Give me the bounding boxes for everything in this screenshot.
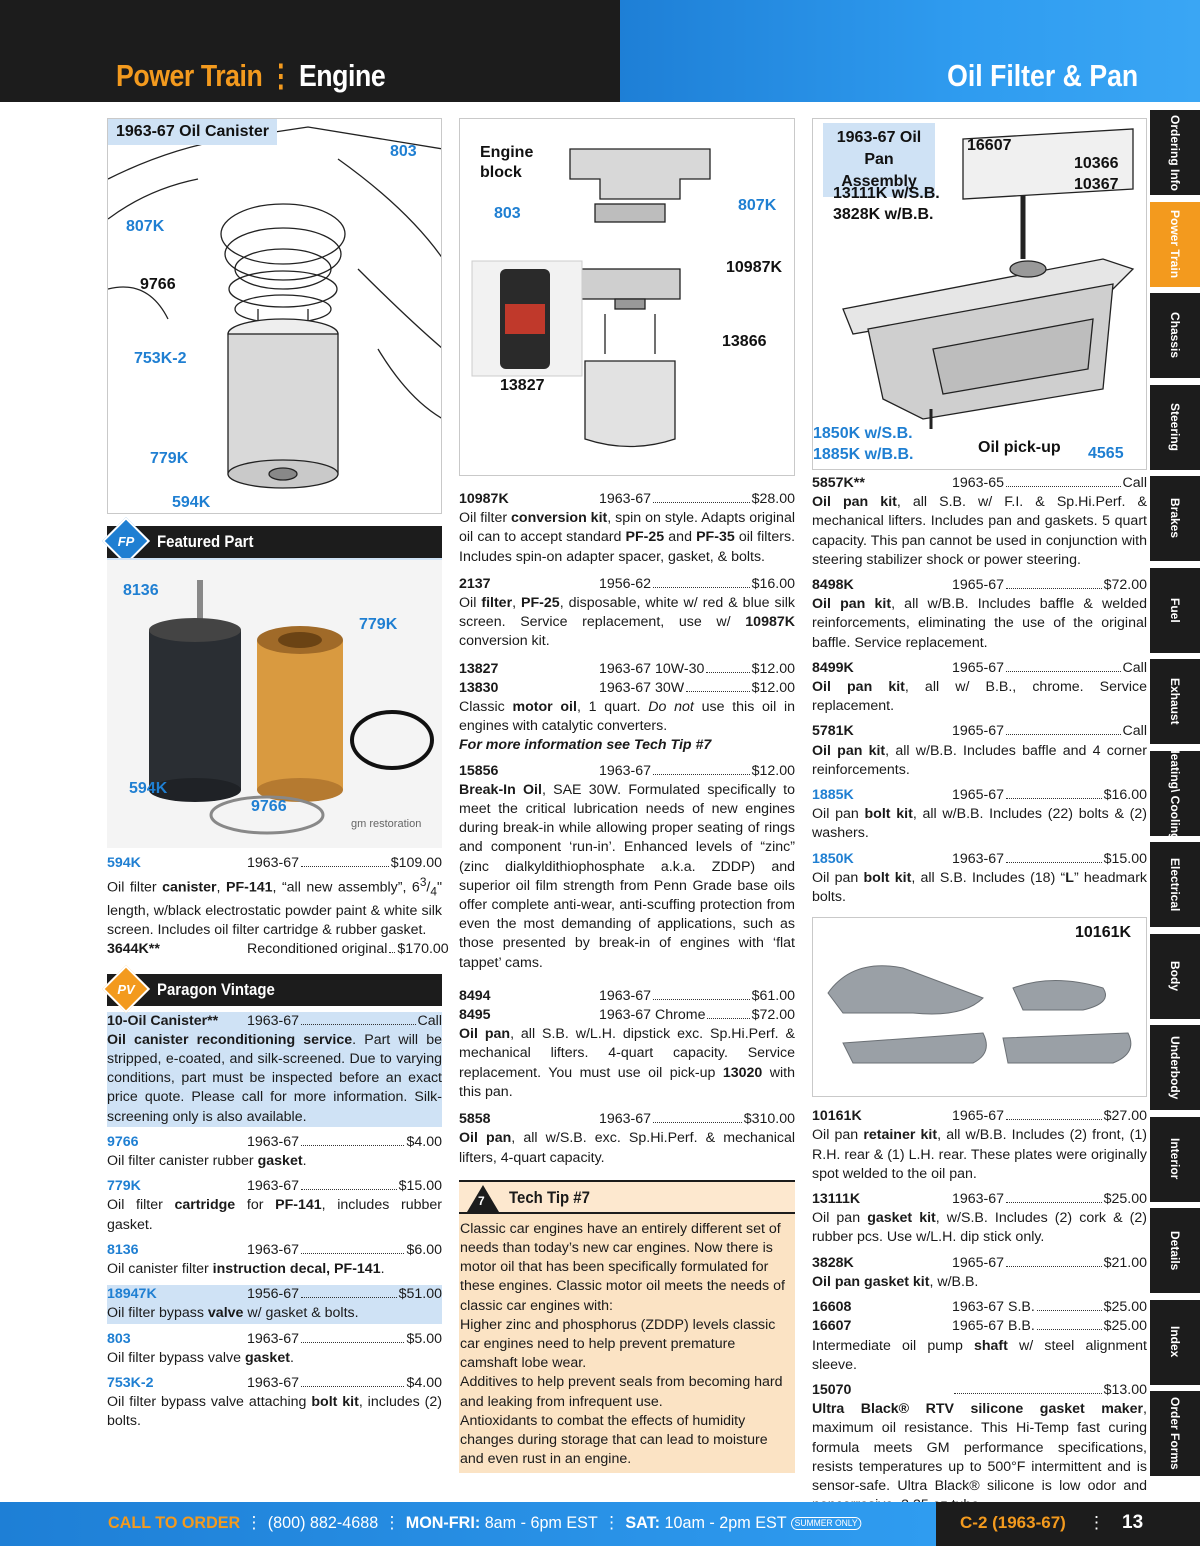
tech-tip-body <box>459 1214 795 1474</box>
callout-4565: 4565 <box>1088 445 1124 462</box>
year-range: 1965-67 <box>952 787 1005 804</box>
callout-engine-block: Engine block <box>480 144 534 181</box>
tech-tip-paragraph: Classic car engines have an entirely different set of needs than today’s new car engines. Now there is motor oil that has been specifically formulated for these engines. Classic motor oil meets the needs of classic car engines with: <box>460 1220 785 1314</box>
catalog-entry <box>107 940 449 959</box>
tech-tip-paragraph: Antioxidants to combat the effects of humidity changes during storage that can lead to moisture and even rust in an engine. <box>460 1412 768 1468</box>
entry-description: Classic motor oil, 1 quart. Do not use this oil in engines with catalytic converters. For more information see Tech Tip #7 <box>459 699 796 754</box>
entry-description: Oil pan bolt kit, all S.B. Includes (18) “L” headmark bolts. <box>812 869 1148 906</box>
price-row <box>459 762 795 781</box>
price-row <box>107 1177 442 1196</box>
price: $25.00 <box>1103 1318 1147 1335</box>
entry-description: Oil pan kit, all w/B.B. Includes baffle and 4 corner reinforcements. <box>812 742 1147 778</box>
entry-description: Oil filter canister rubber gasket. <box>107 1153 307 1169</box>
col3-entries <box>812 474 1147 907</box>
tech-tip-header <box>459 1182 795 1214</box>
price: $72.00 <box>1103 577 1147 594</box>
callout-10367: 10367 <box>1074 176 1119 193</box>
side-tab-underbody[interactable] <box>1150 1025 1200 1113</box>
entry-description: Ultra Black® RTV silicone gasket maker, maximum oil resistance. This Hi-Temp fast curing formula meets GM performance specifications, resists temperatures up to 500°F intermittent and is sensor-safe. Ultra Black® silicone is low odor and <box>812 1401 1147 1494</box>
price-row <box>107 940 449 959</box>
tech-tip <box>459 1180 795 1474</box>
catalog-entry <box>107 1374 442 1432</box>
section-title: Power Train ⋮ Engine <box>116 58 386 93</box>
subsection-name: Engine <box>298 58 386 93</box>
side-tab-label: Ordering Info <box>1168 114 1182 191</box>
catalog-entry <box>107 1133 442 1171</box>
paragon-banner <box>107 974 442 1006</box>
entry-description: Oil filter, PF-25, disposable, white w/ red & blue silk screen. Service replacement, use w/ 10987K conversion kit. <box>459 595 796 650</box>
part-number: 3644K** <box>107 941 160 958</box>
year-range: 1963-65 <box>952 475 1005 491</box>
summer-only-badge: SUMMER ONLY <box>791 1517 862 1530</box>
price: $51.00 <box>398 1286 442 1303</box>
price: Call <box>417 1012 442 1029</box>
callout-3828k: 3828K w/B.B. <box>833 206 934 223</box>
catalog-entry <box>812 1381 1147 1515</box>
entry-description: Oil filter conversion kit, spin on style. Adapts original oil can to accept standard PF-25 and PF-35 oil filters. Includes spin-on adapter spacer, gasket, & bolts. <box>459 510 796 565</box>
part-number: 753K-2 <box>107 1375 154 1392</box>
year-range: 1965-67 <box>952 1254 1005 1271</box>
figure-title: 1963-67 Oil Pan Assembly <box>823 123 935 197</box>
side-tab-label: Interior <box>1168 1138 1182 1180</box>
price: $16.00 <box>1103 787 1147 804</box>
entry-description: Oil pan kit, all S.B. w/ F.I. & Sp.Hi.Perf. & mechanical lifters. Includes pan and gaskets. 5 quart capacity. This pan cannot be used in conjunction with steering stabilizer shock or power steering. <box>812 494 1147 568</box>
callout-1885k: 1885K w/B.B. <box>813 446 914 463</box>
price-row <box>459 1110 795 1129</box>
part-number: 8495 <box>459 1007 491 1024</box>
part-number: 10161K <box>812 1108 862 1125</box>
catalog-entry <box>459 660 795 756</box>
part-number: 13827 <box>459 660 499 677</box>
price-row <box>812 659 1147 678</box>
callout-807k: 807K <box>126 218 165 235</box>
price: $13.00 <box>1103 1381 1147 1398</box>
side-tab-label: Steering <box>1168 402 1182 451</box>
catalog-entry <box>812 786 1147 844</box>
price: $28.00 <box>751 491 795 507</box>
callout-1850k: 1850K w/S.B. <box>813 425 913 442</box>
callout-13111k: 13111K w/S.B. <box>833 185 940 202</box>
callout-8136: 8136 <box>123 582 159 599</box>
price: $25.00 <box>1103 1299 1147 1316</box>
tech-tip-title: Tech Tip #7 <box>509 1187 590 1207</box>
part-number: 18947K <box>107 1286 157 1303</box>
part-number: 1850K <box>812 850 854 867</box>
catalog-entry <box>459 490 795 567</box>
price: $170.00 <box>397 941 449 958</box>
retainer-plates-photo <box>813 918 1147 1097</box>
year-range: 1965-67 <box>952 1108 1005 1125</box>
price-row <box>107 1330 442 1349</box>
side-tab-order-forms[interactable] <box>1150 1391 1200 1479</box>
year-range: 1963-67 <box>247 855 300 871</box>
price: $16.00 <box>751 575 795 592</box>
price-row <box>812 1381 1147 1400</box>
page-number: 13 <box>1122 1512 1144 1533</box>
catalog-entry <box>812 576 1147 653</box>
year-range: Reconditioned original <box>247 941 388 958</box>
engine-block-figure <box>459 118 795 476</box>
tip-number: 7 <box>478 1193 485 1208</box>
price-row <box>812 576 1147 595</box>
price: $25.00 <box>1103 1191 1147 1208</box>
year-range: 1963-67 <box>247 1012 300 1029</box>
side-tab-label: Heating\ Cooling <box>1168 745 1182 841</box>
year-range: 1965-67 <box>952 659 1005 676</box>
callout-803: 803 <box>390 143 417 160</box>
entry-description: Oil pan kit, all w/B.B. Includes baffle & welded reinforcements, eliminating the use of the original baffle. Service replacement. <box>812 596 1147 651</box>
price: $5.00 <box>406 1330 442 1347</box>
year-range: 1963-67 <box>247 1178 300 1195</box>
entry-description: Break-In Oil, SAE 30W. Formulated specifically to meet the critical lubrication needs of new engines during break-in while allowing proper seating of rings and component ‘run-in’. Enhanced levels of “zinc” (zinc dialkyldithiophosphate a.k.a. ZDDP) and superior oil film strength from Penn Grade base oils offer complete anti-wear, anti-scuffing protection from even the most demanding of applications, such as those presented by break-in of engines with ‘flat tappet’ cams. <box>459 781 795 971</box>
catalog-entry <box>107 1285 442 1323</box>
price-row <box>459 660 795 679</box>
price-row <box>459 575 795 594</box>
featured-part-banner <box>107 526 442 558</box>
part-number: 9766 <box>107 1133 139 1150</box>
column-2 <box>459 118 795 1473</box>
col3-entries-b <box>812 1107 1147 1515</box>
part-number: 13111K <box>812 1191 861 1208</box>
price: Call <box>1122 723 1147 740</box>
catalog-entry <box>812 659 1147 717</box>
featured-badge-icon: FP <box>102 517 150 565</box>
catalog-entry <box>107 1177 442 1235</box>
side-tab-exhaust[interactable] <box>1150 659 1200 747</box>
retainer-figure <box>812 917 1147 1097</box>
part-number: 16608 <box>812 1299 852 1316</box>
year-range: 1963-67 <box>247 1133 300 1150</box>
side-tab-label: Chassis <box>1168 312 1182 359</box>
catalog-entry <box>459 987 795 1102</box>
side-tab-label: Details <box>1168 1230 1182 1271</box>
catalog-entry <box>107 854 442 940</box>
catalog-entry <box>812 474 1147 570</box>
part-number: 8499K <box>812 659 854 676</box>
callout-13866: 13866 <box>722 333 767 350</box>
paragon-badge-icon: PV <box>102 965 150 1013</box>
price-row <box>812 1190 1147 1209</box>
part-number: 3828K <box>812 1254 854 1271</box>
featured-photo <box>107 558 442 848</box>
side-tab-heating-cooling[interactable] <box>1150 745 1200 841</box>
part-number: 13830 <box>459 679 499 696</box>
side-tab-label: Underbody <box>1168 1035 1182 1100</box>
side-tab-brakes[interactable] <box>1150 476 1200 564</box>
column-3 <box>812 118 1147 1515</box>
side-tab-label: Exhaust <box>1168 678 1182 725</box>
catalog-entry <box>812 1254 1147 1292</box>
catalog-entry <box>812 722 1147 780</box>
side-tab-electrical[interactable] <box>1150 842 1200 930</box>
year-range: 1965-67 <box>952 577 1005 594</box>
callout-10987k: 10987K <box>726 259 783 276</box>
entry-description: Oil pan gasket kit, w/B.B. <box>812 1273 979 1290</box>
callout-803: 803 <box>494 205 521 222</box>
part-number: 8498K <box>812 577 854 594</box>
column-1 <box>107 118 449 1432</box>
year-range: 1963-67 <box>599 1111 652 1128</box>
year-range: 1956-62 <box>599 575 652 592</box>
side-tab-label: Body <box>1168 961 1182 991</box>
callout-16607: 16607 <box>967 137 1012 154</box>
entry-description: Oil filter bypass valve attaching bolt kit, includes (2) bolts. <box>107 1394 442 1430</box>
year-range: 1963-67 <box>952 1191 1005 1208</box>
catalog-entry <box>459 575 795 652</box>
price: $61.00 <box>751 987 795 1004</box>
entry-description: Oil canister reconditioning service. Part will be stripped, e-coated, and silk-screened. Due to varying conditions, part must be inspected before an exact price quote. Please call for more information. Silk-screening only is also available. <box>107 1031 442 1125</box>
phone-number[interactable]: (800) 882-4688 <box>267 1513 379 1532</box>
price: $27.00 <box>1103 1108 1147 1125</box>
price: Call <box>1122 475 1147 491</box>
side-tab-details[interactable] <box>1150 1208 1200 1296</box>
catalog-entry <box>107 1241 442 1279</box>
section-name: Power Train <box>116 58 263 93</box>
price-row <box>107 1241 442 1260</box>
callout-594k: 594K <box>129 780 168 797</box>
price-row <box>812 722 1147 741</box>
price: $12.00 <box>751 679 795 696</box>
price-row <box>812 786 1147 805</box>
oil-canister-figure <box>107 118 442 514</box>
watermark: gm restoration <box>351 818 422 830</box>
year-range: 1963-67 <box>247 1375 300 1392</box>
entry-description: Oil pan gasket kit, w/S.B. Includes (2) cork & (2) rubber pcs. Use w/L.H. dip stick only. <box>812 1210 1147 1246</box>
side-tab-label: Fuel <box>1168 597 1182 623</box>
price-row <box>812 1107 1147 1126</box>
callout-807k: 807K <box>738 197 777 214</box>
price-row <box>107 1012 442 1031</box>
col2-entries <box>459 490 795 1168</box>
price: $4.00 <box>406 1375 442 1392</box>
price: $15.00 <box>1103 850 1147 867</box>
price: $12.00 <box>751 762 795 779</box>
entry-description: Intermediate oil pump shaft w/ steel alignment sleeve. <box>812 1337 1147 1373</box>
year-range: 1963-67 <box>247 1330 300 1347</box>
price: $15.00 <box>398 1178 442 1195</box>
entry-description: Oil filter bypass valve w/ gasket & bolts. <box>107 1305 359 1322</box>
entry-description: Oil filter canister, PF-141, “all new assembly”, $6^3/_4$" length, w/black electrostatic powder paint & white silk screen. Includes oil filter cartridge & rubber gasket. <box>107 875 443 939</box>
callout-9766: 9766 <box>251 798 287 815</box>
price: $21.00 <box>1103 1254 1147 1271</box>
page-title: Oil Filter & Pan <box>946 58 1138 93</box>
price-row <box>459 490 795 509</box>
entry-description: Oil filter bypass valve gasket. <box>107 1349 294 1366</box>
catalog-entry <box>459 1110 795 1168</box>
year-range: 1956-67 <box>247 1286 300 1303</box>
part-number: 15856 <box>459 762 499 779</box>
part-number: 15070 <box>812 1381 852 1398</box>
side-tab-steering[interactable] <box>1150 385 1200 473</box>
footer: CALL TO ORDER ⋮ (800) 882-4688 ⋮ MON-FRI: 8am - 6pm EST ⋮ SAT: 10am - 2pm EST SUMMER ONLY C-2 (1963-67) ⋮ 13 <box>0 1502 1200 1558</box>
callout-13827: 13827 <box>500 377 545 394</box>
callout-779k: 779K <box>359 616 398 633</box>
catalog-entry <box>812 1107 1147 1184</box>
oil-pan-figure <box>812 118 1147 470</box>
banner-title: Paragon Vintage <box>157 979 275 999</box>
price-row <box>107 1285 442 1304</box>
side-tab-chassis[interactable] <box>1150 293 1200 381</box>
side-tab-body[interactable] <box>1150 934 1200 1022</box>
part-number: 5858 <box>459 1111 491 1128</box>
year-range: 1963-67 <box>599 491 652 507</box>
price-row <box>107 854 442 873</box>
part-number: 803 <box>107 1330 131 1347</box>
price: $4.00 <box>406 1133 442 1150</box>
price: $109.00 <box>390 855 442 871</box>
price-row <box>812 474 1147 493</box>
part-number: 5857K** <box>812 475 865 491</box>
part-number: 594K <box>107 855 141 871</box>
entry-description: Oil canister filter instruction decal, PF-141. <box>107 1261 385 1278</box>
year-range: 1963-67 <box>599 762 652 779</box>
part-number: 10987K <box>459 491 509 507</box>
price-row <box>812 850 1147 869</box>
catalog-entry <box>812 1190 1147 1248</box>
figure-title: 1963-67 Oil Canister <box>108 119 277 145</box>
side-tab-ordering-info[interactable] <box>1150 110 1200 198</box>
side-tab-power-train[interactable] <box>1150 202 1200 290</box>
year-range: 1965-67 <box>952 723 1005 740</box>
side-tab-label: Order Forms <box>1168 1397 1182 1470</box>
catalog-entry <box>812 850 1147 908</box>
side-tab-label: Brakes <box>1168 498 1182 539</box>
side-tab-fuel[interactable] <box>1150 568 1200 656</box>
callout-9766: 9766 <box>140 276 176 293</box>
side-tab-label: Electrical <box>1168 857 1182 912</box>
year-range: 1963-67 <box>599 987 652 1004</box>
part-number: 1885K <box>812 787 854 804</box>
year-range: 1963-67 S.B. <box>952 1299 1035 1316</box>
callout-753k-2: 753K-2 <box>134 350 187 367</box>
price-row <box>107 1133 442 1152</box>
price-row <box>459 987 795 1006</box>
part-number: 10-Oil Canister** <box>107 1012 219 1029</box>
part-number: 2137 <box>459 575 491 592</box>
banner-title: Featured Part <box>157 532 254 551</box>
paragon-entries <box>107 1012 442 1432</box>
callout-10161k: 10161K <box>1075 924 1132 942</box>
price: Call <box>1122 659 1147 676</box>
price-row <box>812 1254 1147 1273</box>
price-row <box>812 1298 1147 1317</box>
year-range: 1963-67 <box>952 850 1005 867</box>
price: $72.00 <box>751 1007 795 1024</box>
section-code: C-2 (1963-67) <box>960 1513 1066 1532</box>
featured-entries <box>107 854 449 960</box>
part-number: 8136 <box>107 1241 139 1258</box>
year-range: 1963-67 <box>247 1241 300 1258</box>
part-number: 16607 <box>812 1318 852 1335</box>
catalog-entry <box>812 1298 1147 1375</box>
part-number: 5781K <box>812 723 854 740</box>
price: $310.00 <box>743 1111 795 1128</box>
catalog-entry <box>107 1330 442 1368</box>
price-row <box>459 679 795 698</box>
price-row <box>459 1006 795 1025</box>
year-range: 1963-67 10W-30 <box>599 660 705 677</box>
catalog-entry <box>107 1012 442 1127</box>
call-to-order: CALL TO ORDER <box>108 1513 241 1532</box>
part-number: 779K <box>107 1178 141 1195</box>
side-tab-label: Power Train <box>1168 209 1182 279</box>
callout-779k: 779K <box>150 450 189 467</box>
year-range: 1965-67 B.B. <box>952 1318 1035 1335</box>
catalog-entry <box>459 762 795 973</box>
tech-tip-paragraph: Higher zinc and phosphorus (ZDDP) levels classic car engines need to help prevent premature camshaft lobe wear. <box>460 1316 776 1372</box>
side-tab-label: Index <box>1168 1326 1182 1358</box>
callout-10366: 10366 <box>1074 155 1119 172</box>
year-range: 1963-67 30W <box>599 679 685 696</box>
part-number: 8494 <box>459 987 491 1004</box>
entry-description: Oil filter cartridge for PF-141, includes rubber gasket. <box>107 1197 442 1233</box>
tech-tip-paragraph: Additives to help prevent seals from becoming hard and leaking from infrequent use. <box>460 1374 783 1410</box>
price: $6.00 <box>406 1241 442 1258</box>
price: $12.00 <box>751 660 795 677</box>
entry-description: Oil pan retainer kit, all w/B.B. Includes (2) front, (1) R.H. rear & (1) L.H. rear. These plates were originally spot welded to the oil pan. <box>812 1127 1148 1182</box>
callout-594k: 594K <box>172 494 211 511</box>
entry-description: Oil pan bolt kit, all w/B.B. Includes (22) bolts & (2) washers. <box>812 806 1147 842</box>
entry-description: Oil pan kit, all w/ B.B., chrome. Service replacement. <box>812 679 1147 715</box>
callout-oil-pickup: Oil pick-up <box>978 439 1061 456</box>
footer-contact: CALL TO ORDER ⋮ (800) 882-4688 ⋮ MON-FRI: 8am - 6pm EST ⋮ SAT: 10am - 2pm EST SUMMER ONLY <box>108 1513 861 1533</box>
entry-description: Oil pan, all S.B. w/L.H. dipstick exc. Sp.Hi.Perf. & mechanical lifters. 4-quart capacity. Service replacement. You must use oil pick-up 13020 with this pan. <box>459 1026 795 1100</box>
side-tab-index[interactable] <box>1150 1300 1200 1388</box>
price-row <box>812 1317 1147 1336</box>
price-row <box>107 1374 442 1393</box>
entry-description: Oil pan, all w/S.B. exc. Sp.Hi.Perf. & mechanical lifters, 4-quart capacity. <box>459 1130 796 1166</box>
year-range: 1963-67 Chrome <box>599 1007 706 1024</box>
side-tab-interior[interactable] <box>1150 1117 1200 1205</box>
